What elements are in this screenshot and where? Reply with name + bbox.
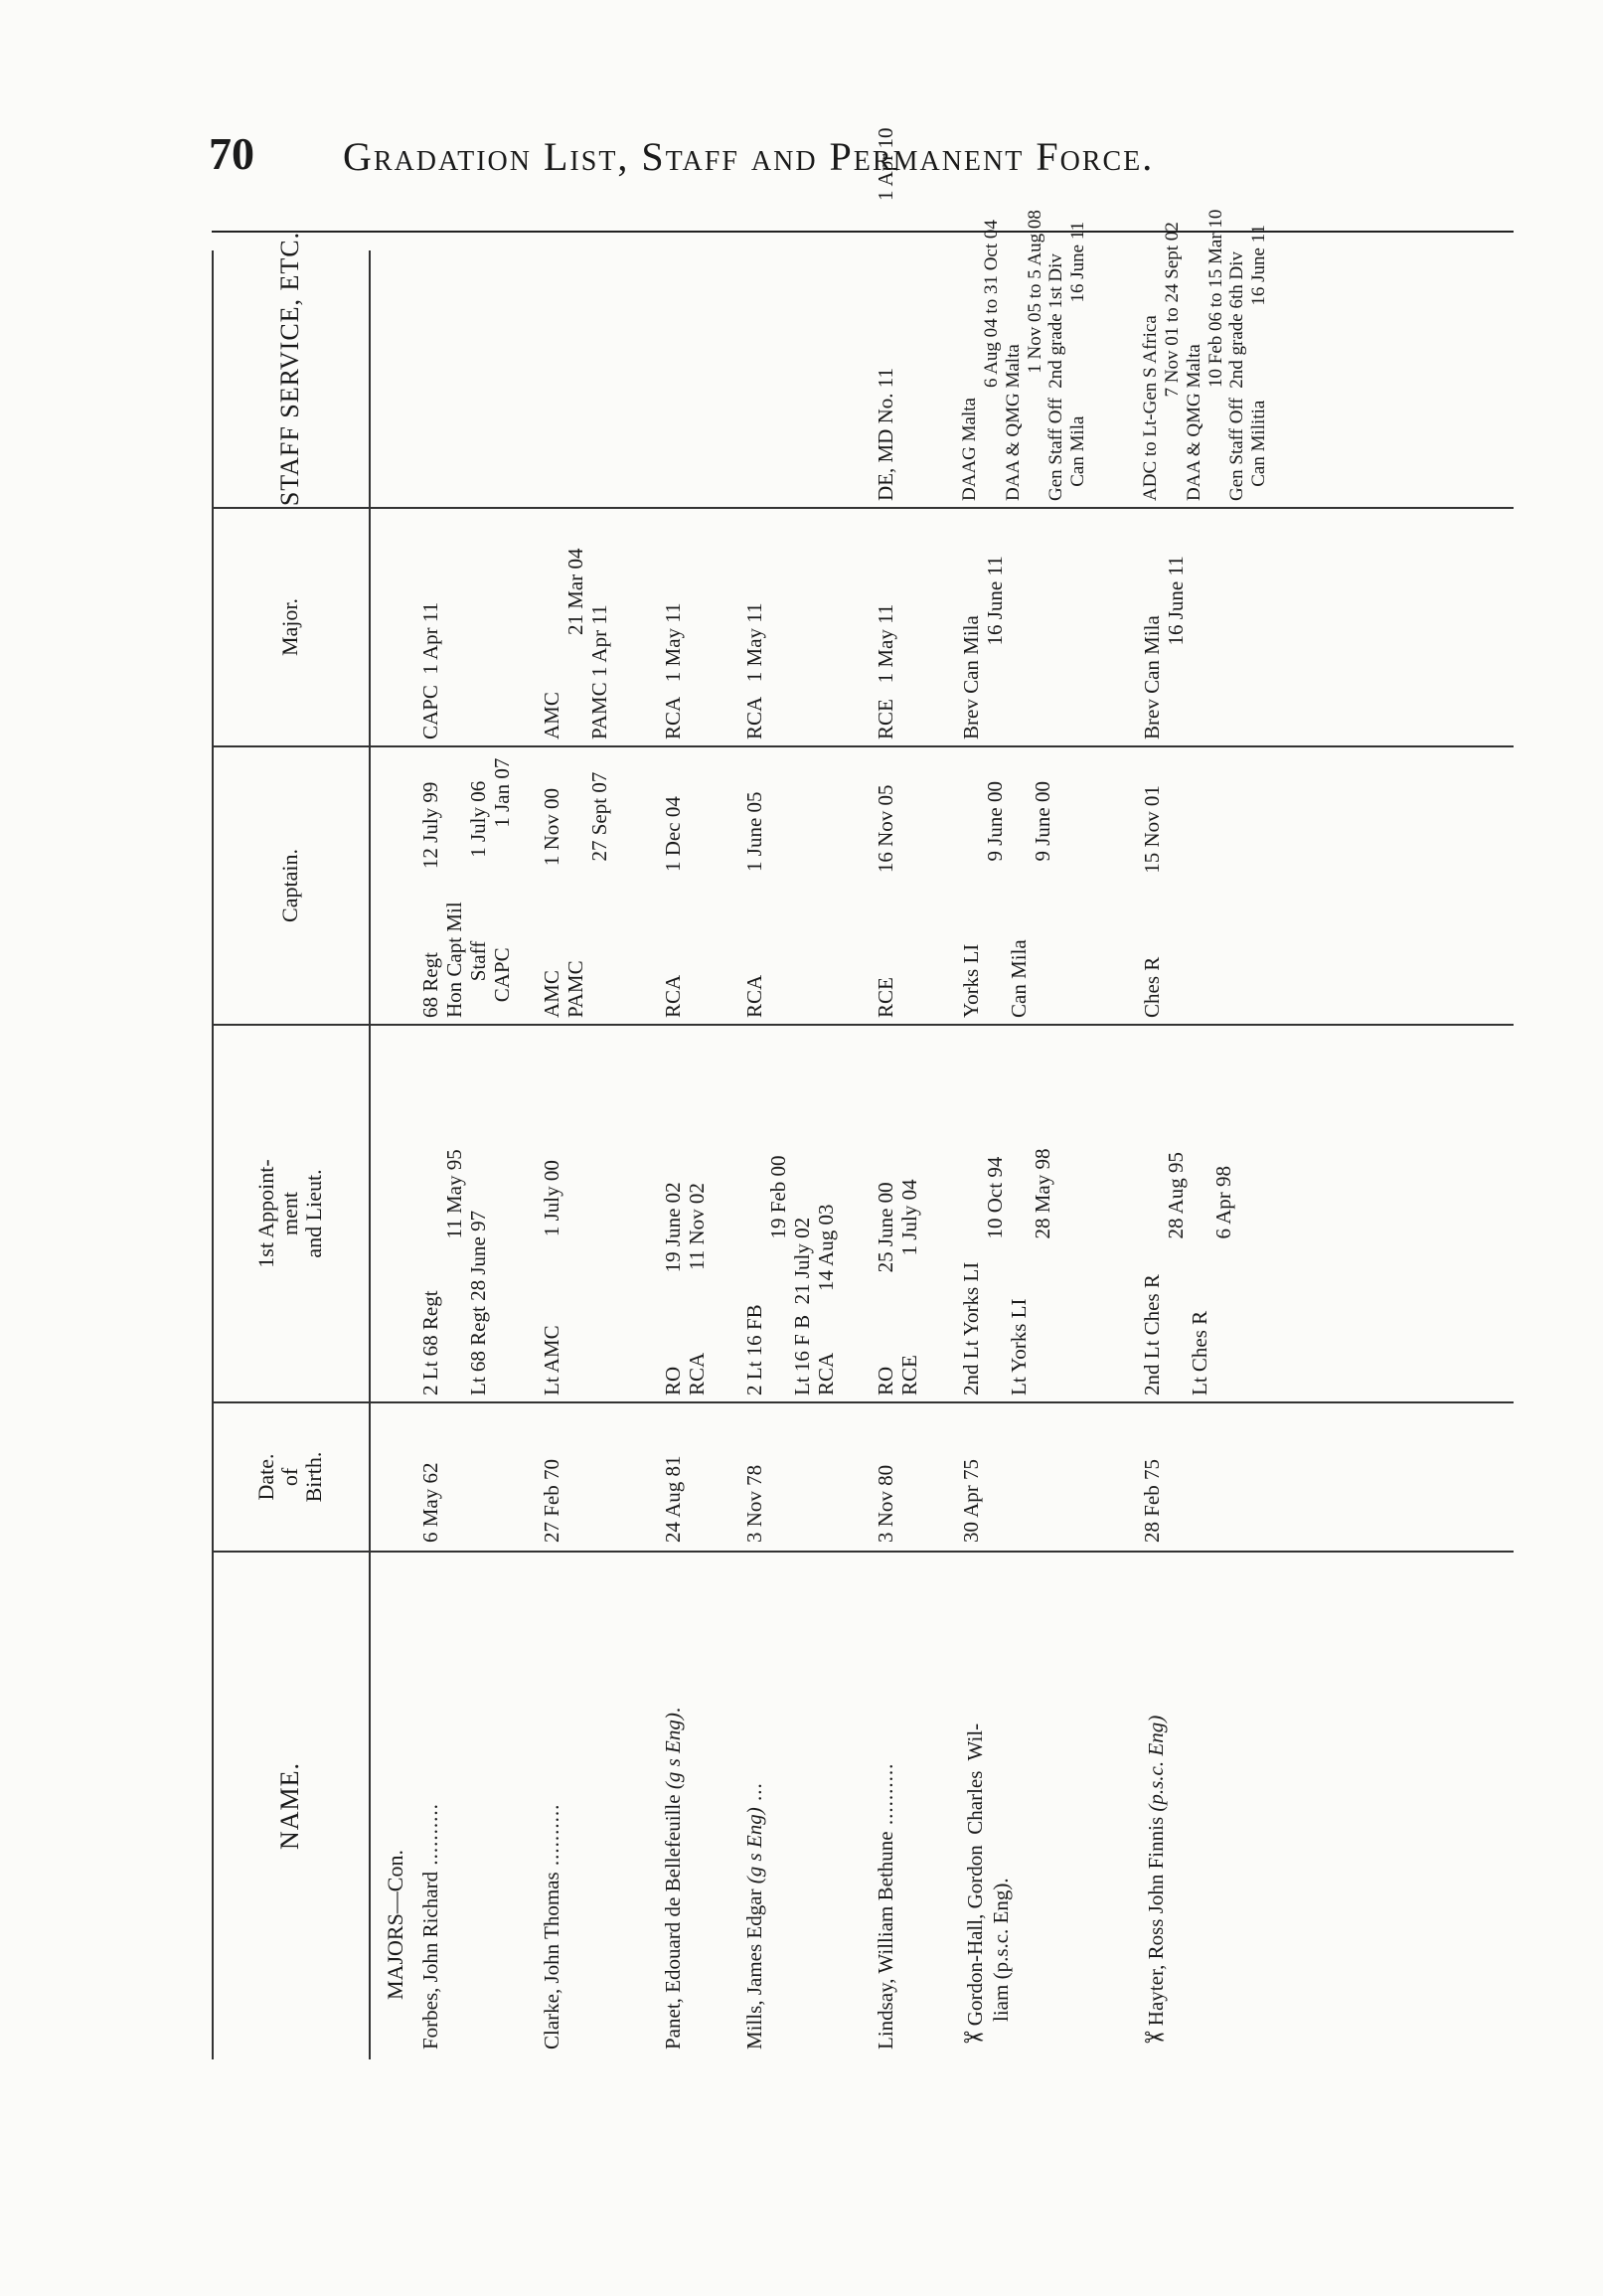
name-cell (1140, 1715, 1170, 2053)
person-name: Gordon-Hall, Gordon Charles Wil- (963, 1722, 987, 2027)
table-row (959, 210, 1128, 2059)
table-row (540, 231, 659, 2059)
name-cell (959, 1722, 1013, 2053)
captain-cell: Ches R 15 Nov 01 (1140, 785, 1164, 1018)
qualification: (g s Eng) (661, 1713, 685, 1790)
col-header-dob: Date. of Birth. (252, 1451, 327, 1503)
name-cell: Forbes, John Richard .......... (418, 1803, 442, 2050)
name-cell: Panet, Edouard de Bellefeuille (g s Eng). (661, 1706, 685, 2050)
first-appointment-cell: Lt AMC 1 July 00 (540, 1160, 563, 1395)
section-label: MAJORS—Con. (383, 1850, 407, 2000)
dob-cell: 6 May 62 (418, 1462, 442, 1543)
major-cell: RCE 1 May 11 (874, 603, 897, 739)
staff-cell: DE, MD No. 11 1 Apr 10 (874, 127, 897, 501)
dob-cell: 24 Aug 81 (661, 1455, 685, 1543)
captain-cell: AMC 1 Nov 00 PAMC 27 Sept 07 (540, 771, 612, 1018)
dob-cell: 3 Nov 80 (874, 1464, 897, 1543)
scissors-icon: ✂ (963, 2024, 985, 2053)
col-rule-major (212, 507, 1514, 509)
qualification: (g s Eng) (742, 1807, 766, 1885)
qualification: (p.s.c. Eng) (1144, 1715, 1168, 1812)
first-appointment-cell: RO 19 June 02 RCA 11 Nov 02 (661, 1182, 710, 1395)
col-rule-captain (212, 745, 1514, 747)
person-name: Lindsay, William Bethune (874, 1831, 897, 2050)
col-rule-first (212, 1024, 1514, 1026)
table-row (1140, 209, 1309, 2059)
major-cell: Brev Can Mila 16 June 11 (1140, 556, 1189, 739)
col-header-name: NAME. (274, 1761, 304, 1851)
major-cell: Brev Can Mila 16 June 11 (959, 556, 1008, 739)
page-header (184, 127, 1476, 187)
table-header-row (212, 231, 369, 2059)
person-name: Forbes, John Richard (418, 1871, 442, 2050)
captain-cell: RCA 1 Dec 04 (661, 796, 685, 1018)
page-number: 70 (209, 128, 254, 179)
first-appointment-cell: 2nd Lt Yorks LI 10 Oct 94 Lt Yorks LI 28 May 98 (959, 1148, 1055, 1395)
person-name: Mills, James Edgar (742, 1888, 766, 2050)
page-title: Gradation List, Staff and Permanent Force. (343, 134, 1155, 179)
dob-cell: 28 Feb 75 (1140, 1459, 1164, 1543)
staff-cell: ADC to Lt-Gen S Africa 7 Nov 01 to 24 Sept 02 DAA & QMG Malta 10 Feb 06 to 15 Mar 10 Gen Staff Off 2nd grade 6th Div Can Militia 16 June 11 (1140, 209, 1270, 501)
col-rule-name (212, 1551, 1514, 1553)
major-cell: AMC 21 Mar 04 PAMC 1 Apr 11 (540, 548, 612, 739)
person-name: Clarke, John Thomas (540, 1872, 563, 2050)
col-rule-dob (212, 1401, 1514, 1403)
major-cell: RCA 1 May 11 (742, 602, 766, 739)
col-header-captain: Captain. (276, 849, 302, 922)
dob-cell: 27 Feb 70 (540, 1459, 563, 1543)
name-cell: Clarke, John Thomas .......... (540, 1803, 563, 2050)
first-appointment-cell: 2 Lt 68 Regt 11 May 95 Lt 68 Regt 28 June 97 (418, 1149, 491, 1395)
captain-cell: 68 Regt 12 July 99 Hon Capt Mil Staff 1 July 06 CAPC 1 Jan 07 (418, 757, 515, 1018)
table-row (418, 231, 538, 2059)
first-appointment-cell: 2 Lt 16 FB 19 Feb 00 Lt 16 F B 21 July 02 RCA 14 Aug 03 (742, 1155, 839, 1395)
name-cell: Lindsay, William Bethune .......... (874, 1762, 897, 2050)
person-name: Hayter, Ross John Finnis (1144, 1816, 1168, 2027)
person-name-continued: liam (p.s.c. Eng). (988, 1878, 1013, 2022)
major-cell: RCA 1 May 11 (661, 602, 685, 739)
captain-cell: RCE 16 Nov 05 (874, 784, 897, 1018)
table-row (874, 127, 953, 2059)
name-cell: Mills, James Edgar (g s Eng) ... (742, 1782, 766, 2050)
first-appointment-cell: RO 25 June 00 RCE 1 July 04 (874, 1179, 922, 1395)
first-appointment-cell: 2nd Lt Ches R 28 Aug 95 Lt Ches R 6 Apr 98 (1140, 1151, 1236, 1395)
person-name: Panet, Edouard de Bellefeuille (661, 1794, 685, 2050)
col-header-major: Major. (276, 597, 302, 657)
major-cell: CAPC 1 Apr 11 (418, 601, 442, 739)
staff-cell: DAAG Malta 6 Aug 04 to 31 Oct 04 DAA & QMG Malta 1 Nov 05 to 5 Aug 08 Gen Staff Off 2nd grade 1st Div Can Mila 16 June 11 (959, 210, 1089, 501)
captain-cell: Yorks LI 9 June 00 Can Mila 9 June 00 (959, 781, 1055, 1018)
col-header-staff-service: STAFF SERVICE, ETC. (274, 231, 304, 507)
col-header-first-appointment: 1st Appoint- ment and Lieut. (252, 1159, 327, 1268)
captain-cell: RCA 1 June 05 (742, 791, 766, 1018)
scissors-icon: ✂ (1144, 2024, 1166, 2053)
table-row (742, 231, 862, 2059)
dob-cell: 3 Nov 78 (742, 1464, 766, 1543)
table-row (661, 231, 740, 2059)
dob-cell: 30 Apr 75 (959, 1459, 983, 1543)
